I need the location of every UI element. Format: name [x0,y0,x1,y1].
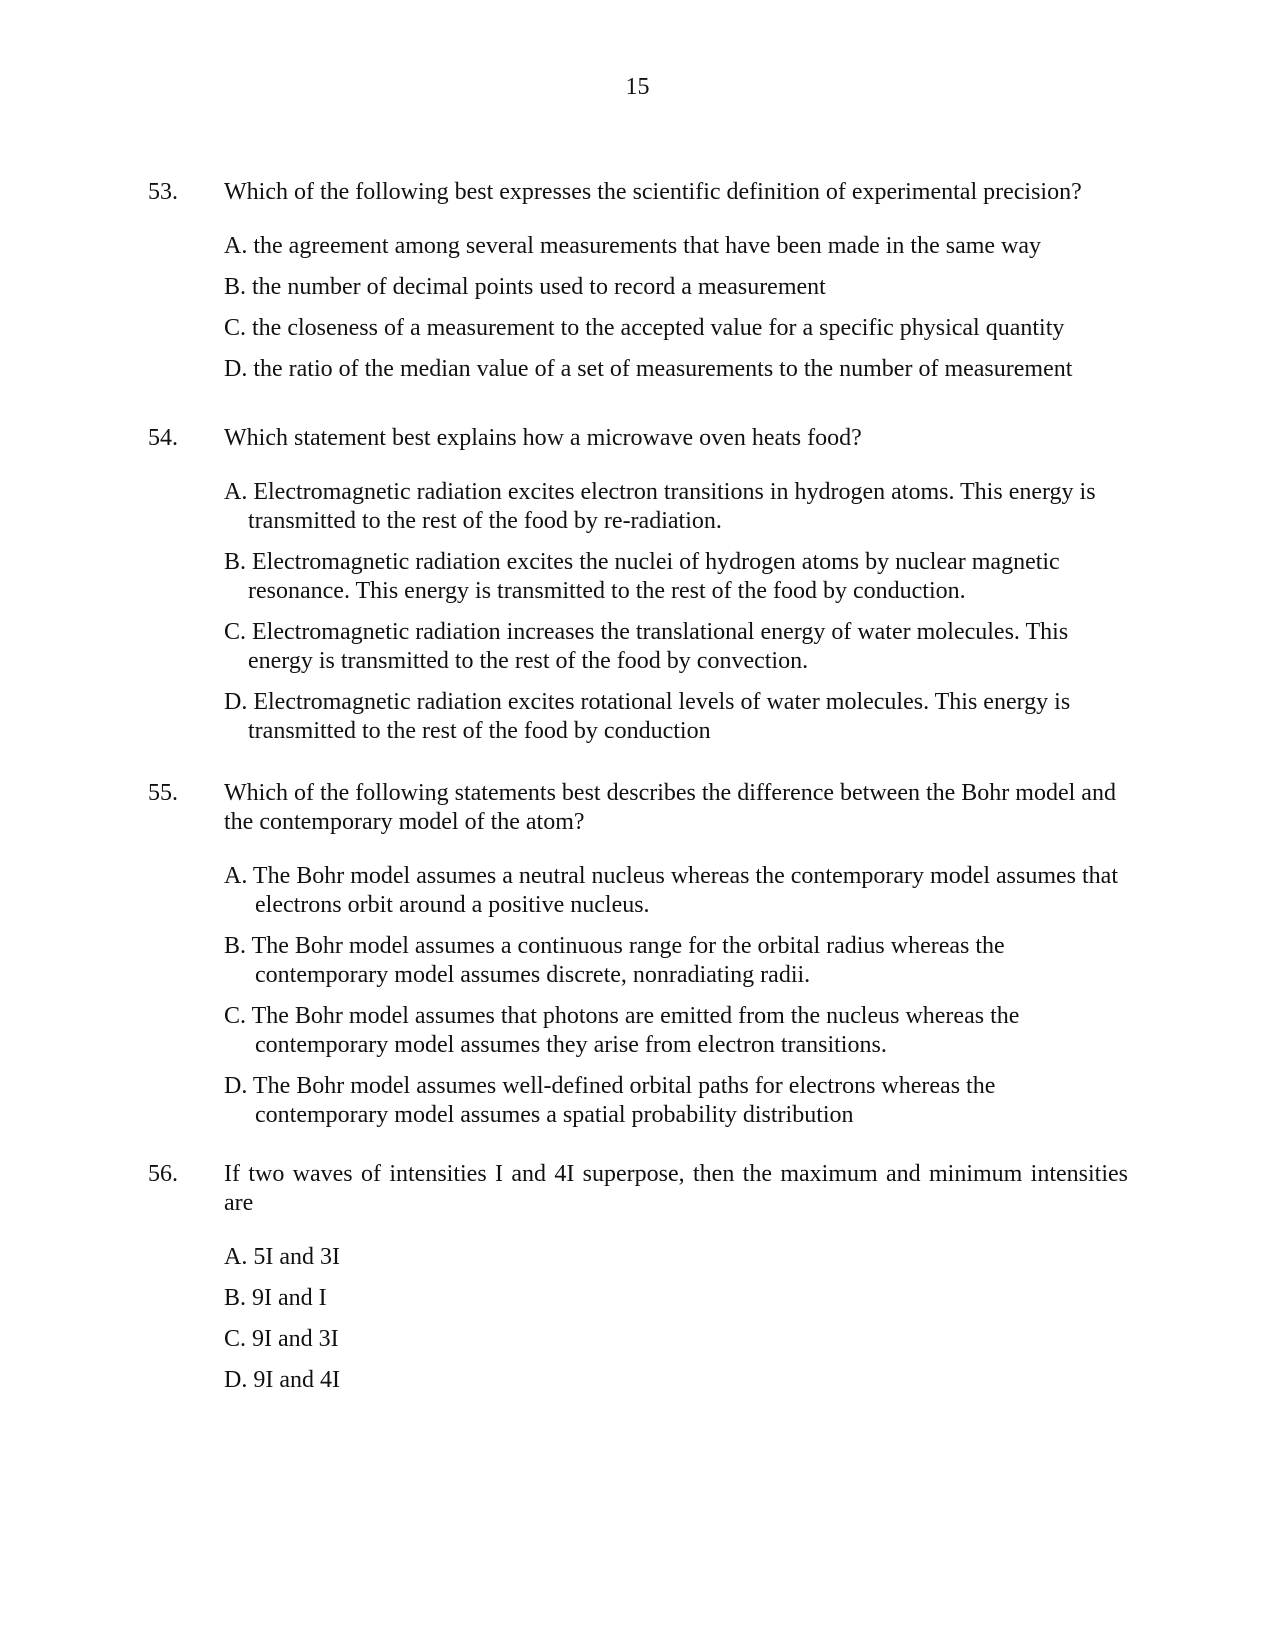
option-letter: A. [224,1244,248,1270]
option-text: Electromagnetic radiation excites electron transitions in hydrogen atoms. This energy is transmitted to the rest of the food by re-radiation. [248,479,1096,534]
answer-option-d [224,355,1128,384]
answer-option-c [224,1002,1128,1060]
option-text: The Bohr model assumes a continuous range for the orbital radius whereas the contemporary model assumes discrete, nonradiating radii. [251,933,1005,988]
option-letter: D. [224,356,248,382]
option-letter: B. [224,933,247,959]
option-text: 9I and 4I [253,1367,340,1393]
page-number: 15 [625,74,650,100]
option-text: the number of decimal points used to record a measurement [252,274,826,300]
answer-option-a [224,478,1128,536]
question-number: 53. [148,179,178,205]
option-letter: D. [224,1367,248,1393]
question-53 [148,178,1128,396]
question-55 [148,779,1128,1142]
answer-options [224,478,1128,746]
answer-option-c [224,1325,1128,1354]
option-letter: D. [224,1073,248,1099]
question-text: Which statement best explains how a microwave oven heats food? [224,425,862,451]
option-letter: B. [224,549,247,575]
answer-option-d [224,1072,1128,1130]
question-text: Which of the following best expresses the scientific definition of experimental precision? [224,179,1082,205]
answer-option-d [224,1366,1128,1395]
option-text: the closeness of a measurement to the accepted value for a specific physical quantity [252,315,1065,341]
answer-option-b [224,273,1128,302]
option-letter: D. [224,689,248,715]
answer-options [224,862,1128,1130]
answer-option-a [224,1243,1128,1272]
option-letter: A. [224,479,248,505]
option-text: Electromagnetic radiation increases the translational energy of water molecules. This energy is transmitted to the rest of the food by convection. [248,619,1069,674]
question-number: 56. [148,1161,178,1187]
answer-option-b [224,1284,1128,1313]
option-letter: C. [224,1326,247,1352]
answer-option-d [224,688,1128,746]
option-letter: C. [224,315,247,341]
answer-option-a [224,232,1128,261]
option-text: the ratio of the median value of a set of measurements to the number of measurement [253,356,1073,382]
answer-options [224,232,1128,384]
option-text: the agreement among several measurements that have been made in the same way [253,233,1042,259]
option-text: Electromagnetic radiation excites rotational levels of water molecules. This energy is transmitted to the rest of the food by conduction [248,689,1071,744]
answer-options [224,1243,1128,1395]
answer-option-b [224,932,1128,990]
option-letter: C. [224,619,247,645]
option-text: 9I and I [252,1285,327,1311]
option-text: The Bohr model assumes that photons are emitted from the nucleus whereas the contemporary model assumes they arise from electron transitions. [251,1003,1020,1058]
option-text: The Bohr model assumes well-defined orbital paths for electrons whereas the contemporary model assumes a spatial probability distribution [252,1073,996,1128]
answer-option-c [224,618,1128,676]
option-letter: A. [224,233,248,259]
answer-option-b [224,548,1128,606]
question-54 [148,424,1128,758]
question-text: If two waves of intensities I and 4I superpose, then the maximum and minimum intensities are [224,1161,1128,1216]
question-number: 54. [148,425,178,451]
answer-option-a [224,862,1128,920]
option-text: 5I and 3I [253,1244,340,1270]
question-number: 55. [148,780,178,806]
option-letter: B. [224,274,247,300]
question-56 [148,1160,1128,1407]
option-letter: B. [224,1285,247,1311]
option-text: 9I and 3I [252,1326,339,1352]
option-text: Electromagnetic radiation excites the nuclei of hydrogen atoms by nuclear magnetic resonance. This energy is transmitted to the rest of the food by conduction. [248,549,1060,604]
option-letter: C. [224,1003,247,1029]
option-text: The Bohr model assumes a neutral nucleus whereas the contemporary model assumes that electrons orbit around a positive nucleus. [252,863,1118,918]
question-text: Which of the following statements best describes the difference between the Bohr model and the contemporary model of the atom? [224,780,1116,835]
answer-option-c [224,314,1128,343]
option-letter: A. [224,863,248,889]
